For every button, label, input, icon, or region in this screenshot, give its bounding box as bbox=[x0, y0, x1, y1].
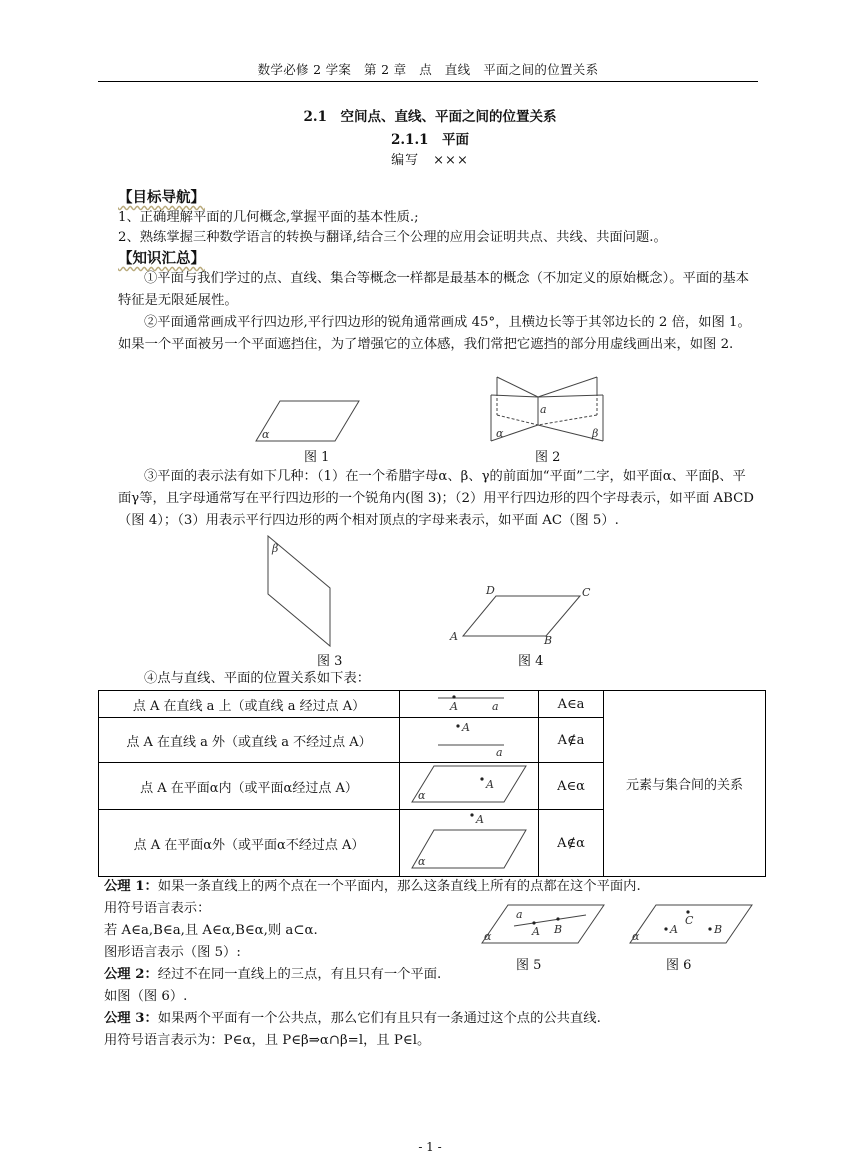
vertex-a-label: A bbox=[450, 630, 458, 643]
vertex-d-label: D bbox=[486, 584, 495, 597]
paragraph-3: ③平面的表示法有如下几种：（1）在一个希腊字母α、β、γ的前面加“平面”二字，如平面α、平面β、平面γ等，且字母通常写在平行四边形的一个锐角内(图 3)；（2）用平行四边形的四个字母表示，如平面 ABCD（图 4）；（3）用表示平行四边形的两个相对顶点的字母来表示，如平面 AC（图 5）. bbox=[118, 469, 754, 528]
table-row bbox=[99, 691, 766, 718]
table-cell-symbol: A∉a bbox=[539, 718, 604, 763]
page-number: - 1 - bbox=[418, 1140, 442, 1154]
alpha-label: α bbox=[496, 427, 504, 440]
knowledge-heading: 【知识汇总】 bbox=[118, 250, 205, 267]
line-a-label: a bbox=[496, 746, 503, 758]
alpha-label: α bbox=[484, 930, 492, 943]
line-a-label: a bbox=[540, 403, 547, 416]
table-cell-desc: 点 A 在平面α内（或平面α经过点 A） bbox=[99, 763, 400, 810]
section-title: 2.1 空间点、直线、平面之间的位置关系 bbox=[303, 109, 557, 125]
alpha-label: α bbox=[418, 855, 426, 868]
table-cell-figure bbox=[400, 810, 539, 877]
figure-1-plane bbox=[255, 398, 365, 446]
figure-intro: 图形语言表示（图 5）: bbox=[104, 945, 241, 960]
vertex-b-label: B bbox=[544, 634, 553, 644]
goal-item: 2、熟练掌握三种数学语言的转换与翻译,结合三个公理的应用会证明共点、共线、共面问题.。 bbox=[118, 230, 667, 245]
figure-3-caption: 图 3 bbox=[317, 654, 343, 669]
figure-6-caption: 图 6 bbox=[666, 958, 692, 973]
beta-label: β bbox=[592, 427, 599, 440]
table-cell-figure bbox=[400, 763, 539, 810]
point-in-plane-figure bbox=[404, 763, 534, 805]
table-cell-symbol: A∈α bbox=[539, 763, 604, 810]
axiom-3-symbol: 用符号语言表示为：P∈α，且 P∈β⇒α∩β=l，且 P∈l。 bbox=[104, 1033, 431, 1048]
paragraph-1: ①平面与我们学过的点、直线、集合等概念一样都是最基本的概念（不加定义的原始概念）。平面的基本特征是无限延展性。 bbox=[118, 271, 750, 308]
symbol-intro: 用符号语言表示： bbox=[104, 901, 211, 916]
axiom-1 bbox=[104, 876, 744, 898]
figure-2-caption: 图 2 bbox=[535, 450, 561, 465]
alpha-label: α bbox=[262, 428, 270, 441]
axiom-1-text: 如果一条直线上的两个点在一个平面内，那么这条直线上所有的点都在这个平面内. bbox=[157, 879, 641, 894]
axiom-3 bbox=[104, 1008, 764, 1030]
point-c-label: C bbox=[685, 914, 694, 927]
table-cell-symbol: A∉α bbox=[539, 810, 604, 877]
position-relation-table bbox=[98, 690, 766, 877]
axiom-2-text: 经过不在同一直线上的三点，有且只有一个平面. bbox=[157, 967, 442, 982]
point-a-label: A bbox=[450, 700, 458, 713]
table-cell-figure bbox=[400, 718, 539, 763]
axiom-1-label: 公理 1： bbox=[104, 879, 158, 894]
table-cell-relation: 元素与集合间的关系 bbox=[604, 691, 766, 877]
point-b-label: B bbox=[714, 923, 723, 936]
axiom-2-label: 公理 2： bbox=[104, 967, 158, 982]
point-off-plane-figure bbox=[404, 810, 534, 872]
point-a-label: A bbox=[670, 923, 678, 936]
vertex-c-label: C bbox=[582, 586, 591, 599]
alpha-label: α bbox=[632, 930, 640, 943]
table-cell-desc: 点 A 在直线 a 上（或直线 a 经过点 A） bbox=[99, 691, 400, 718]
axiom-2 bbox=[104, 964, 524, 986]
figure-6-three-points-plane bbox=[624, 902, 756, 946]
table-cell-symbol: A∈a bbox=[539, 691, 604, 718]
figure-5-caption: 图 5 bbox=[516, 958, 542, 973]
paragraph-2: ②平面通常画成平行四边形,平行四边形的锐角通常画成 45°，且横边长等于其邻边长的 2 倍，如图 1。如果一个平面被另一个平面遮挡住，为了增强它的立体感，我们常把它遮挡的部分用虚线画出来，如图 2. bbox=[118, 315, 751, 352]
point-a-label: A bbox=[532, 925, 540, 938]
line-a-label: a bbox=[492, 700, 499, 713]
figure-4-caption: 图 4 bbox=[518, 654, 544, 669]
figure-2-intersecting-planes bbox=[488, 375, 606, 445]
point-on-line-figure bbox=[404, 691, 534, 713]
beta-label: β bbox=[272, 542, 279, 555]
point-a-label: A bbox=[462, 721, 470, 734]
point-a-label: A bbox=[476, 813, 484, 826]
axiom-3-label: 公理 3： bbox=[104, 1011, 158, 1026]
point-off-line-figure bbox=[404, 718, 534, 758]
page-header: 数学必修 2 学案 第 2 章 点 直线 平面之间的位置关系 bbox=[98, 60, 758, 82]
paragraph-4: ④点与直线、平面的位置关系如下表： bbox=[144, 671, 371, 686]
goal-item: 1、正确理解平面的几何概念,掌握平面的基本性质.; bbox=[118, 210, 419, 225]
figure-4-plane-abcd bbox=[448, 582, 596, 644]
table-cell-desc: 点 A 在平面α外（或平面α不经过点 A） bbox=[99, 810, 400, 877]
author-line: 编写 ××× bbox=[391, 153, 469, 168]
point-b-label: B bbox=[554, 923, 563, 936]
figure-3-plane bbox=[264, 534, 336, 650]
table-cell-desc: 点 A 在直线 a 外（或直线 a 不经过点 A） bbox=[99, 718, 400, 763]
point-a-label: A bbox=[486, 778, 494, 791]
table-cell-figure bbox=[400, 691, 539, 718]
goals-heading: 【目标导航】 bbox=[118, 189, 205, 206]
axiom-3-text: 如果两个平面有一个公共点，那么它们有且只有一条通过这个点的公共直线. bbox=[157, 1011, 601, 1026]
subsection-title: 2.1.1 平面 bbox=[390, 132, 470, 148]
figure-5-line-in-plane bbox=[478, 902, 608, 946]
alpha-label: α bbox=[418, 789, 426, 802]
line-a-label: a bbox=[516, 908, 523, 921]
figure-1-caption: 图 1 bbox=[304, 450, 330, 465]
symbol-expression: 若 A∈a,B∈a,且 A∈α,B∈α,则 a⊂α. bbox=[104, 923, 318, 938]
axiom-2-figure-ref: 如图（图 6）. bbox=[104, 989, 188, 1004]
